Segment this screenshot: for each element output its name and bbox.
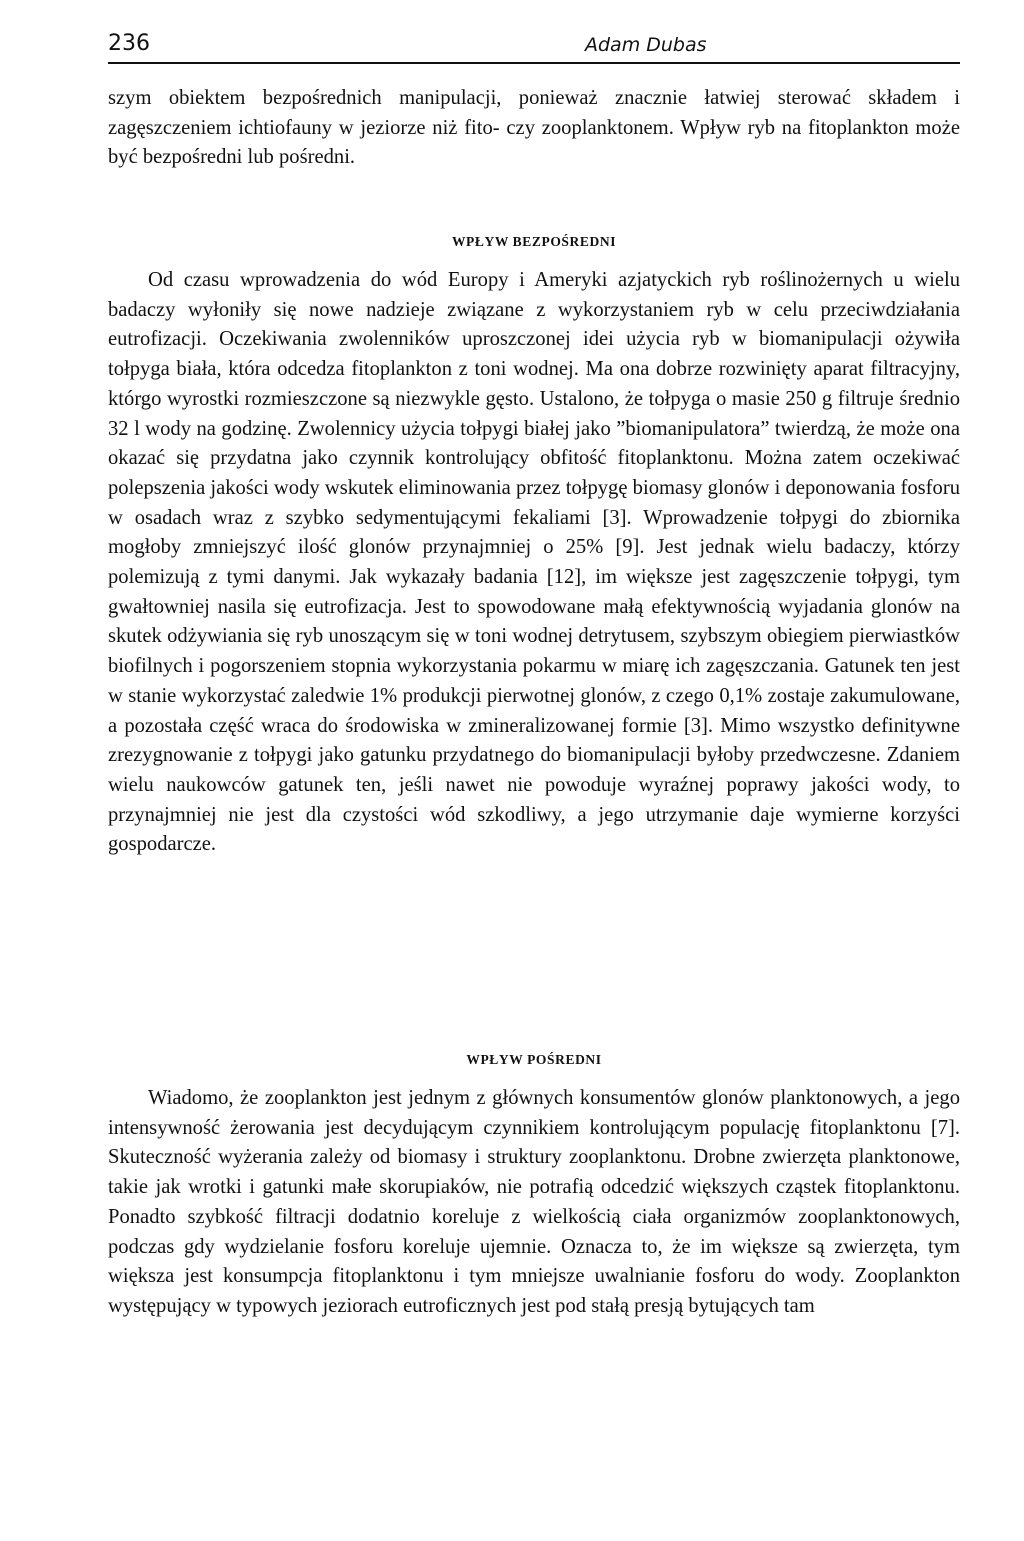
running-header — [108, 30, 960, 64]
page-number: 236 — [108, 31, 150, 56]
running-head-author: Adam Dubas — [585, 34, 707, 56]
direct-influence-paragraph: Od czasu wprowadzenia do wód Europy i Ameryki azjatyckich ryb roślinożernych u wielu badaczy wyłoniły się nowe nadzieje związane z wykorzystaniem ryb w celu przeciwdziałania eutrofizacji. Oczekiwania zwolenników uproszczonej idei użycia ryb w biomanipulacji ożywiła tołpyga biała, która odcedza fitoplankton z toni wodnej. Ma ona dobrze rozwinięty aparat filtracyjny, którgo wyrostki rozmieszczone są niezwykle gęsto. Ustalono, że tołpyga o masie 250 g filtruje średnio 32 l wody na godzinę. Zwolennicy użycia tołpygi białej jako ”biomanipulatora” twierdzą, że może ona okazać się przydatna jako czynnik kontrolujący obfitość fitoplanktonu. Można zatem oczekiwać polepszenia jakości wody wskutek eliminowania przez tołpygę biomasy glonów i deponowania fosforu w osadach wraz z szybko sedymentującymi fekaliami [3]. Wprowadzenie tołpygi do zbiornika mogłoby zmniejszyć ilość glonów przynajmniej o 25% [9]. Jest jednak wielu badaczy, którzy polemizują z tymi danymi. Jak wykazały badania [12], im większe jest zagęszczenie tołpygi, tym gwałtowniej nasila się eutrofizacja. Jest to spowodowane małą efektywnością wyjadania glonów na skutek odżywiania się ryb unoszącym się w toni wodnej detrytusem, szybszym obiegiem pierwiastków biofilnych i pogorszeniem stopnia wykorzystania pokarmu w miarę ich zagęszczania. Gatunek ten jest w stanie wykorzystać zaledwie 1% produkcji pierwotnej glonów, z czego 0,1% zostaje zakumulowane, a pozostała część wraca do środowiska w zmineralizowanej formie [3]. Mimo wszystko definitywne zrezygnowanie z tołpygi jako gatunku przydatnego do biomanipulacji byłoby przedwczesne. Zdaniem wielu naukowców gatunek ten, jeśli nawet nie powoduje wyraźnej poprawy jakości wody, to przynajmniej nie jest dla czystości wód szkodliwy, a jego utrzymanie daje wymierne korzyści gospodarcze. — [108, 269, 960, 856]
section-heading-direct: WPŁYW BEZPOŚREDNI — [451, 234, 617, 249]
section-heading-indirect: WPŁYW POŚREDNI — [466, 1052, 602, 1067]
intro-paragraph: szym obiektem bezpośrednich manipulacji, ponieważ znacznie łatwiej sterować składem i zagęszczeniem ichtiofauny w jeziorze niż fito- czy zooplanktonem. Wpływ ryb na fitoplankton może być bezpośredni lub pośredni. — [108, 87, 960, 169]
indirect-influence-paragraph: Wiadomo, że zooplankton jest jednym z głównych konsumentów glonów planktonowych, a jego intensywność żerowania jest decydującym czynnikiem kontrolującym populację fitoplanktonu [7]. Skuteczność wyżerania zależy od biomasy i struktury zooplanktonu. Drobne zwierzęta planktonowe, takie jak wrotki i gatunki małe skorupiaków, nie potrafią odcedzić większych cząstek fitoplanktonu. Ponadto szybkość filtracji dodatnio koreluje z wielkością ciała organizmów zooplanktonowych, podczas gdy wydzielanie fosforu koreluje ujemnie. Oznacza to, że im większe są zwierzęta, tym większa jest konsumpcja fitoplanktonu i tym mniejsze uwalnianie fosforu do wody. Zooplankton występujący w typowych jeziorach eutroficznych jest pod stałą presją bytujących tam — [108, 1087, 960, 1317]
